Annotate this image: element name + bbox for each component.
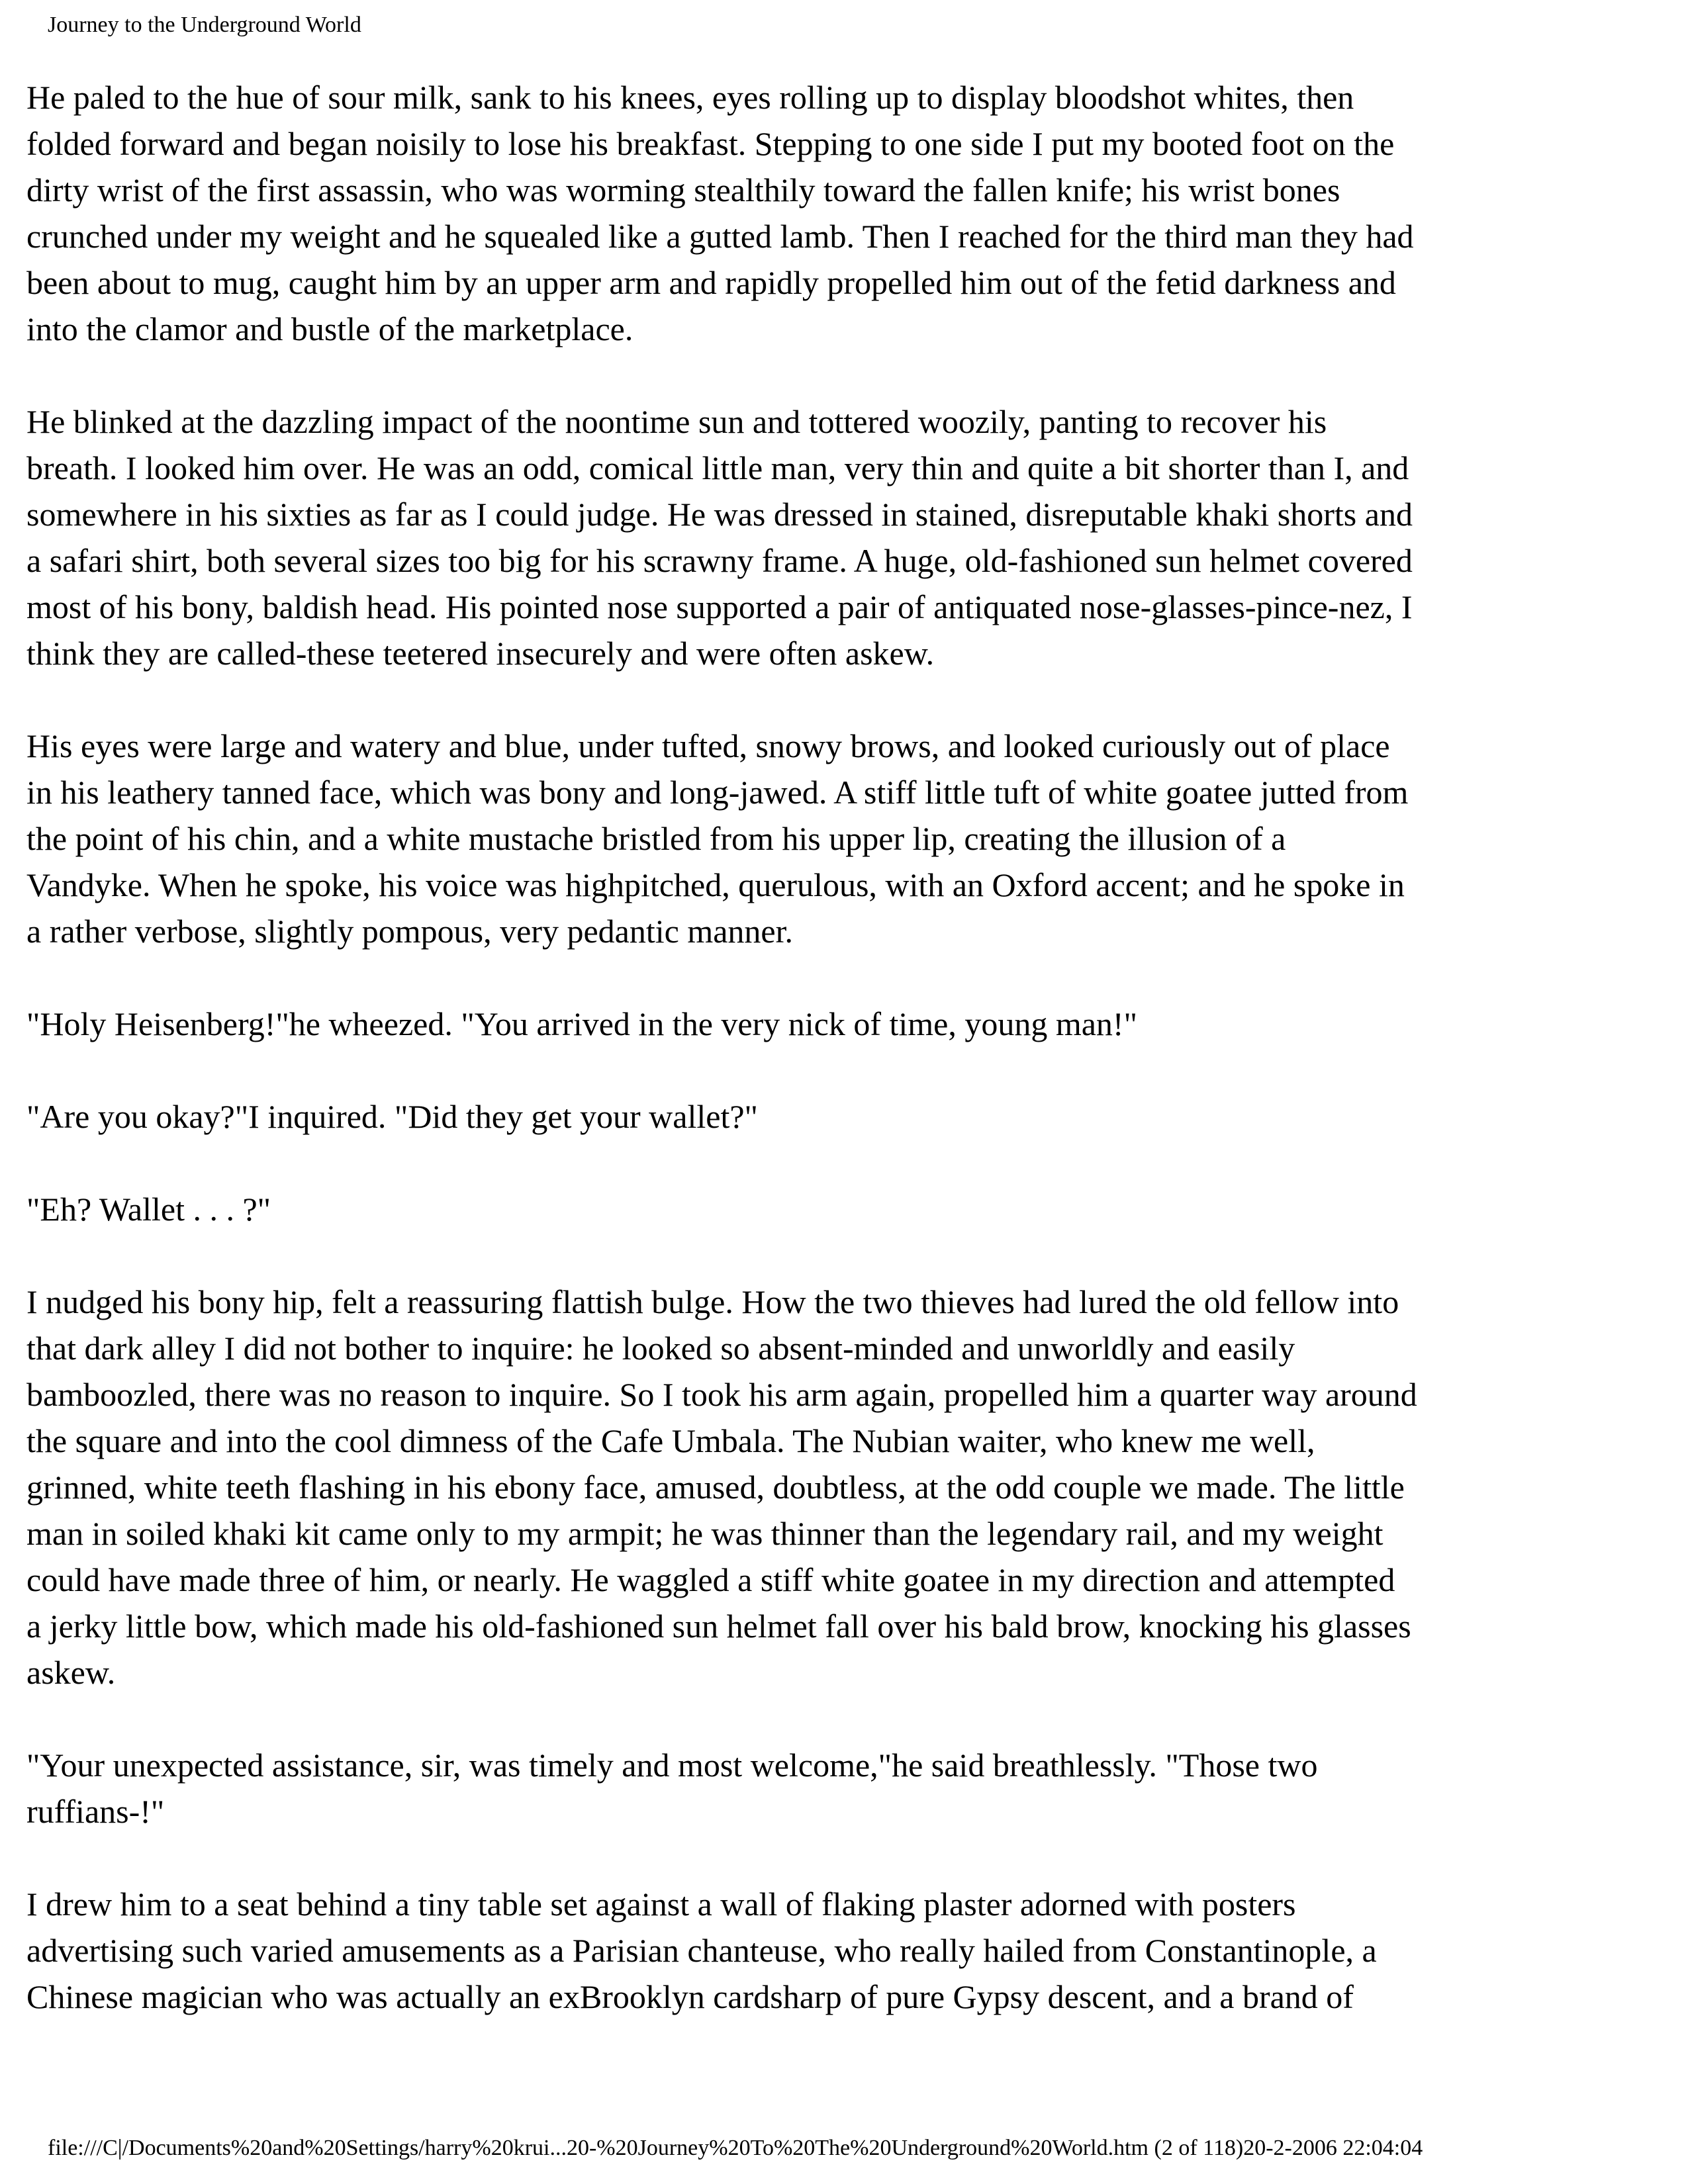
text-line: man in soiled khaki kit came only to my armpit; he was thinner than the legendary rail, and my weight: [26, 1515, 1383, 1552]
paragraph: [26, 1186, 1662, 1232]
document-body: [26, 74, 1662, 2066]
text-line: breath. I looked him over. He was an odd, comical little man, very thin and quite a bit shorter than I, and: [26, 449, 1409, 486]
text-line: the square and into the cool dimness of the Cafe Umbala. The Nubian waiter, who knew me well,: [26, 1422, 1315, 1459]
text-line: dirty wrist of the first assassin, who was worming stealthily toward the fallen knife; his wrist bones: [26, 171, 1340, 208]
text-line: He blinked at the dazzling impact of the noontime sun and tottered woozily, panting to recover his: [26, 403, 1327, 440]
paragraph: [26, 1279, 1662, 1696]
text-line: advertising such varied amusements as a Parisian chanteuse, who really hailed from Constantinople, a: [26, 1932, 1377, 1969]
text-line: grinned, white teeth flashing in his ebony face, amused, doubtless, at the odd couple we made. The little: [26, 1469, 1405, 1506]
paragraph: [26, 74, 1662, 352]
text-line: Vandyke. When he spoke, his voice was highpitched, querulous, with an Oxford accent; and he spoke in: [26, 866, 1405, 903]
paragraph: [26, 1881, 1662, 2020]
text-line: He paled to the hue of sour milk, sank to his knees, eyes rolling up to display bloodshot whites, then: [26, 79, 1354, 116]
text-line: a safari shirt, both several sizes too big for his scrawny frame. A huge, old-fashioned sun helmet covered: [26, 542, 1413, 579]
paragraph: [26, 1093, 1662, 1140]
text-line: Chinese magician who was actually an exBrooklyn cardsharp of pure Gypsy descent, and a brand of: [26, 1978, 1354, 2015]
text-line: a rather verbose, slightly pompous, very pedantic manner.: [26, 913, 794, 950]
paragraph: [26, 1742, 1662, 1835]
paragraph: [26, 1001, 1662, 1047]
text-line: think they are called-these teetered insecurely and were often askew.: [26, 635, 935, 672]
text-line: bamboozled, there was no reason to inquire. So I took his arm again, propelled him a quarter way around: [26, 1376, 1417, 1413]
page-footer-path: file:///C|/Documents%20and%20Settings/harry%20krui...20-%20Journey%20To%20The%20Underground%20World.htm (2 of 118)20-2-2006 22:04:04: [48, 2136, 1423, 2160]
paragraph: [26, 398, 1662, 676]
text-line: crunched under my weight and he squealed like a gutted lamb. Then I reached for the third man they had: [26, 218, 1414, 255]
text-line: a jerky little bow, which made his old-fashioned sun helmet fall over his bald brow, knocking his glasses: [26, 1608, 1411, 1645]
text-line: I nudged his bony hip, felt a reassuring flattish bulge. How the two thieves had lured the old fellow into: [26, 1283, 1399, 1320]
text-line: most of his bony, baldish head. His pointed nose supported a pair of antiquated nose-glasses-pince-nez, I: [26, 588, 1413, 625]
text-line: I drew him to a seat behind a tiny table set against a wall of flaking plaster adorned with posters: [26, 1886, 1296, 1923]
text-line: His eyes were large and watery and blue, under tufted, snowy brows, and looked curiously out of place: [26, 727, 1390, 764]
text-line: that dark alley I did not bother to inquire: he looked so absent-minded and unworldly and easily: [26, 1330, 1295, 1367]
text-line: askew.: [26, 1654, 116, 1691]
page-header-title: Journey to the Underground World: [48, 13, 361, 37]
text-line: ruffians-!": [26, 1793, 165, 1830]
text-line: "Eh? Wallet . . . ?": [26, 1191, 271, 1228]
text-line: into the clamor and bustle of the marketplace.: [26, 310, 633, 347]
text-line: "Holy Heisenberg!"he wheezed. "You arrived in the very nick of time, young man!": [26, 1005, 1137, 1042]
text-line: in his leathery tanned face, which was bony and long-jawed. A stiff little tuft of white goatee jutted from: [26, 774, 1409, 811]
text-line: somewhere in his sixties as far as I could judge. He was dressed in stained, disreputable khaki shorts and: [26, 496, 1413, 533]
text-line: been about to mug, caught him by an upper arm and rapidly propelled him out of the fetid darkness and: [26, 264, 1396, 301]
text-line: "Are you okay?"I inquired. "Did they get your wallet?": [26, 1098, 758, 1135]
text-line: could have made three of him, or nearly. He waggled a stiff white goatee in my direction and attempted: [26, 1561, 1395, 1598]
paragraph: [26, 723, 1662, 954]
text-line: folded forward and began noisily to lose his breakfast. Stepping to one side I put my booted foot on the: [26, 125, 1395, 162]
text-line: "Your unexpected assistance, sir, was timely and most welcome,"he said breathlessly. "Those two: [26, 1747, 1318, 1784]
text-line: the point of his chin, and a white mustache bristled from his upper lip, creating the illusion of a: [26, 820, 1286, 857]
